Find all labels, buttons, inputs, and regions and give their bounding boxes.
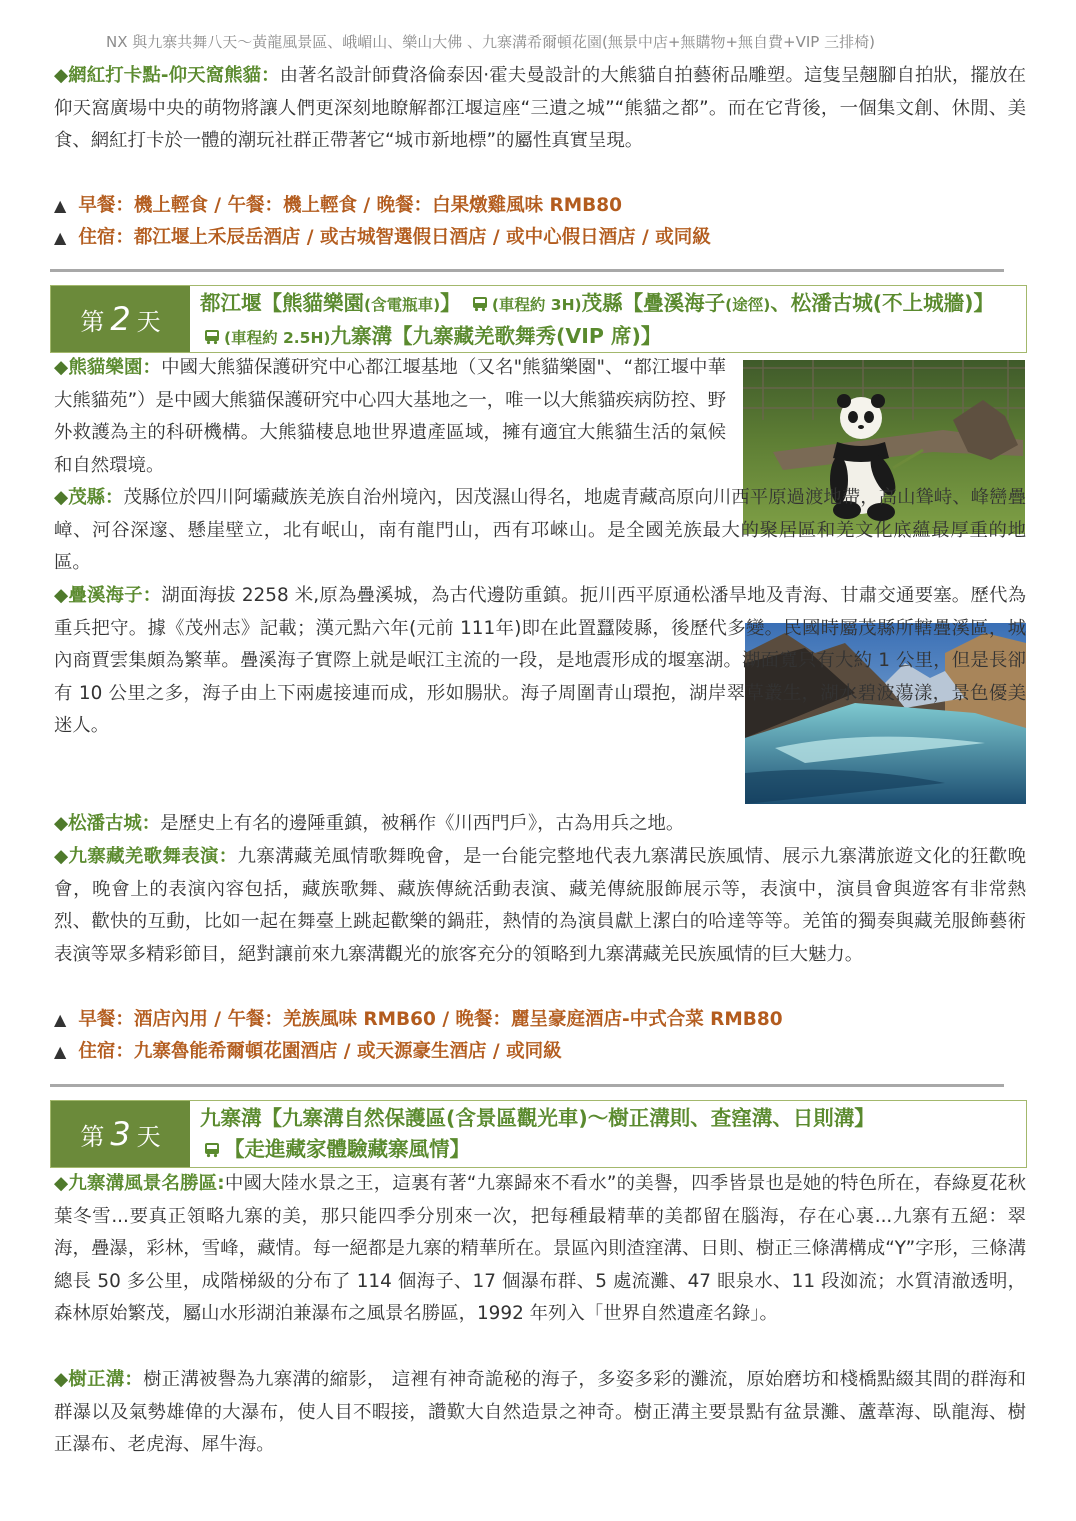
day2-meals: ▲ 早餐：酒店內用 / 午餐：羌族風味 RMB60 / 晚餐：麗呈豪庭酒店-中式合菜 RMB80 [54, 1009, 783, 1030]
diamond-bullet-icon: ◆ [54, 357, 69, 378]
document-header: NX 與九寨共舞八天～黃龍風景區、峨嵋山、樂山大佛 、九寨溝希爾頓花園(無景中店+無購物+無自費+VIP 三排椅) [106, 33, 875, 51]
triangle-marker-icon: ▲ [54, 196, 67, 215]
intro-paragraph [54, 60, 1026, 158]
day2-header [50, 285, 1027, 353]
section-divider [50, 269, 1004, 272]
triangle-marker-icon: ▲ [54, 1042, 67, 1061]
diamond-bullet-icon: ◆ [54, 813, 69, 834]
songpan-item: ◆松潘古城：是歷史上有名的邊陲重鎮，被稱作《川西門戶》，古為用兵之地。 [54, 813, 685, 834]
triangle-marker-icon: ▲ [54, 1010, 67, 1029]
dance-show-item: ◆九寨藏羌歌舞表演：九寨溝藏羌風情歌舞晚會，是一台能完整地代表九寨溝民族風情、展示九寨溝旅遊文化的狂歡晚會，晚會上的表演內容包括，藏族歌舞、藏族傳統活動表演、藏羌傳統服飾展示等，表演中，演員會與遊客有非常熱烈、歡快的互動，比如一起在舞臺上跳起歡樂的鍋莊，熱情的為演員獻上潔白的哈達等等。羌笛的獨奏與藏羌服飾藝術表演等眾多精彩節目，絕對讓前來九寨溝觀光的旅客充分的領略到九寨溝藏羌民族風情的巨大魅力。 [54, 846, 1026, 965]
jiuzhaigou-item: ◆九寨溝風景名勝區:中國大陸水景之王，這裏有著“九寨歸來不看水”的美譽，四季皆景也是她的特色所在，春綠夏花秋葉冬雪...要真正領略九寨的美，那只能四季分別來一次，把每種最精華的美都留在腦海，存在心裏...九寨有五絕：翠海，疊瀑，彩林，雪峰，藏情。每一絕都是九寨的精華所在。景區內則渣窪溝、日則、樹正三條溝構成“Y”字形，三條溝總長 50 多公里，成階梯級的分布了 114 個海子、17 個瀑布群、5 處流灘、47 眼泉水、11 段洳流；水質清澈透明，森林原始繁茂，屬山水形湖泊兼瀑布之風景名勝區，1992 年列入「世界自然遺產名錄」。 [54, 1173, 1026, 1324]
day1-hotel: ▲ 住宿：都江堰上禾辰岳酒店 / 或古城智選假日酒店 / 或中心假日酒店 / 或同級 [54, 227, 711, 248]
intro-text: 由著名設計師費洛倫泰因·霍夫曼設計的大熊貓自拍藝術品雕塑。這隻呈翹腳自拍狀，擺放在仰天窩廣場中央的萌物將讓人們更深刻地瞭解都江堰這座“三遺之城”“熊貓之都”。而在它背後，一個集文創、休閒、美食、網紅打卡於一體的潮玩社群正帶著它“城市新地標”的屬性真實呈現。 [54, 65, 1026, 151]
bus-icon [204, 329, 220, 345]
diexi-lake-item: ◆疊溪海子：湖面海拔 2258 米,原為疊溪城，為古代邊防重鎮。扼川西平原通松潘旱地及青海、甘肅交通要塞。歷代為重兵把守。據《茂州志》記載；漢元點六年(元前 111年)即在此置蠶陵縣，後歷代多變。民國時屬茂縣所轄疊溪區，城內商賈雲集頗為繁華。疊溪海子實際上就是岷江主流的一段，是地震形成的堰塞湖。湖面寬只有大約 1 公里，但是長卻有 10 公里之多，海子由上下兩處接連而成，形如腸狀。海子周圍青山環抱，湖岸翠草叢生，湖水碧波蕩漾，景色優美迷人。 [54, 585, 1026, 736]
diamond-bullet-icon: ◆ [54, 487, 69, 508]
diamond-bullet-icon: ◆ [54, 1173, 69, 1194]
panda-park-item: ◆熊貓樂園：中國大熊貓保護研究中心都江堰基地（又名"熊貓樂園"、“都江堰中華大熊貓苑”）是中國大熊貓保護研究中心四大基地之一，唯一以大熊貓疾病防控、野外救護為主的科研機構。大熊貓棲息地世界遺產區域，擁有適宜大熊貓生活的氣候和自然環境。 [54, 357, 726, 476]
diamond-bullet-icon: ◆ [54, 1369, 69, 1390]
bus-icon [472, 296, 488, 312]
day3-label: 第 3 天 [51, 1101, 190, 1167]
intro-heading: 網紅打卡點-仰天窩熊貓： [68, 65, 280, 86]
triangle-marker-icon: ▲ [54, 228, 67, 247]
diamond-bullet-icon: ◆ [54, 585, 69, 606]
maoxian-item: ◆茂縣：茂縣位於四川阿壩藏族羌族自治州境內，因茂濕山得名，地處青藏高原向川西平原過渡地帶，高山聳峙、峰巒疊嶂、河谷深邃、懸崖壁立，北有岷山，南有龍門山，西有邛崍山。是全國羌族最大的聚居區和羌文化底蘊最厚重的地區。 [54, 487, 1026, 573]
day2-label: 第 2 天 [51, 286, 190, 352]
day2-hotel: ▲ 住宿：九寨魯能希爾頓花園酒店 / 或天源豪生酒店 / 或同級 [54, 1041, 562, 1062]
bus-icon [204, 1142, 220, 1158]
day3-title: 九寨溝【九寨溝自然保護區(含景區觀光車)～樹正溝則、查窪溝、日則溝】 【走進藏家體驗藏寨風情】 [200, 1106, 875, 1161]
day2-title: 都江堰【熊貓樂園(含電瓶車)】 (車程約 3H)茂縣【疊溪海子(途徑)、松潘古城(不上城牆)】 (車程約 2.5H)九寨溝【九寨藏羌歌舞秀(VIP 席)】 [200, 291, 995, 348]
shuzheng-item: ◆樹正溝：樹正溝被譽為九寨溝的縮影， 這裡有神奇詭秘的海子，多姿多彩的灘流，原始磨坊和棧橋點綴其間的群海和群瀑以及氣勢雄偉的大瀑布，使人目不暇接，讚歎大自然造景之神奇。樹正溝主要景點有盆景灘、蘆葦海、臥龍海、樹正瀑布、老虎海、犀牛海。 [54, 1369, 1026, 1455]
day3-header [50, 1100, 1027, 1168]
day1-meals: ▲ 早餐：機上輕食 / 午餐：機上輕食 / 晚餐：白果燉雞風味 RMB80 [54, 195, 623, 216]
diamond-bullet-icon: ◆ [54, 846, 69, 867]
diamond-bullet-icon: ◆ [54, 65, 69, 86]
section-divider [50, 1084, 1004, 1087]
